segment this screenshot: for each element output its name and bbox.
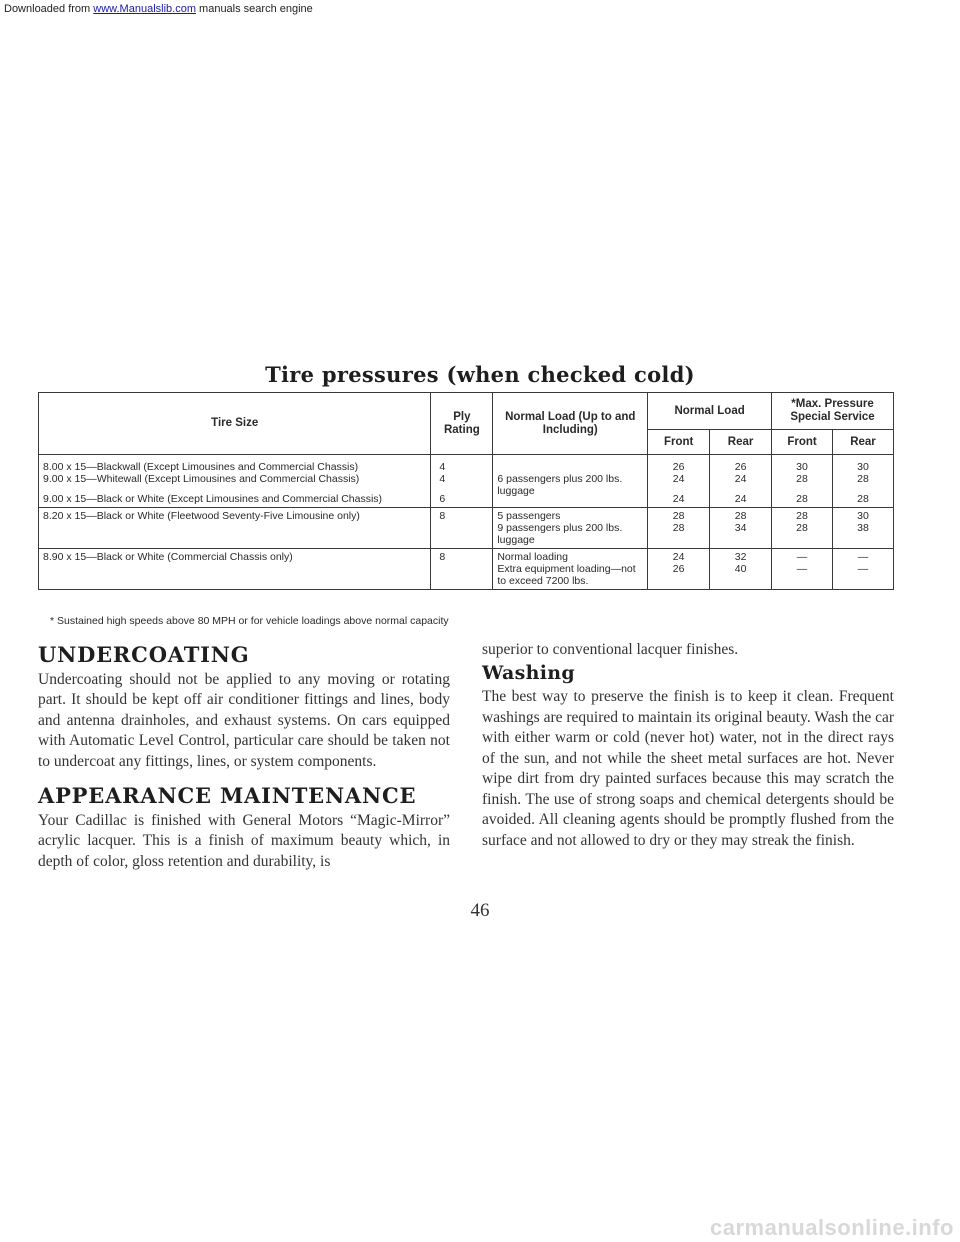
normal-front-cell [648,455,710,508]
load-cell [493,455,648,508]
pressure-value: 28 [857,493,869,505]
page-title: Tire pressures (when checked cold) [265,362,695,387]
load-description: 9 passengers plus 200 lbs. luggage [497,522,623,546]
pressure-value: 32 [734,551,747,563]
pressure-value: 30 [796,461,808,473]
pressure-value: 24 [672,493,685,505]
pressure-value: 28 [796,493,808,505]
pressure-value: 28 [796,522,808,534]
tire-size: 8.00 x 15—Blackwall (Except Limousines and Commercial Chassis) [43,461,359,473]
pressure-value: 40 [734,563,747,575]
watermark: carmanualsonline.info [710,1215,954,1240]
table-row-group-3 [39,549,894,590]
header-max-rear: Rear [833,430,894,455]
undercoating-heading: UNDERCOATING [38,642,250,667]
pressure-value: 24 [734,493,747,505]
pressure-value: 38 [857,522,869,534]
ply-cell [431,549,493,590]
ply-value: 8 [439,510,446,522]
tire-size: 9.00 x 15—Black or White (Except Limousines and Commercial Chassis) [43,493,383,505]
load-description: Normal loading [497,551,568,563]
pressure-value: — [796,551,808,563]
header-normal-load-desc: Normal Load (Up to and Including) [493,393,648,455]
pressure-value: — [857,551,869,563]
pressure-value: 28 [672,522,685,534]
pressure-value: — [857,563,869,575]
manualslib-link[interactable]: www.Manualslib.com [93,3,196,15]
pressure-value: 24 [672,551,685,563]
max-front-cell [772,549,833,590]
tire-size-cell [39,549,431,590]
max-rear-cell [833,455,894,508]
pressure-value: 30 [857,461,869,473]
tire-size-cell [39,508,431,549]
load-description: 5 passengers [497,510,561,522]
pressure-value: 26 [672,563,685,575]
pressure-value: 34 [734,522,747,534]
normal-front-cell [648,549,710,590]
max-rear-cell [833,549,894,590]
normal-rear-cell [710,455,772,508]
load-cell [493,549,648,590]
pressure-value: 24 [672,473,685,485]
pressure-value: 30 [857,510,869,522]
table-row-group-2 [39,508,894,549]
banner-prefix: Downloaded from [4,3,94,15]
undercoating-text: Undercoating should not be applied to any moving or rotating part. It should be kept off air conditioner fittings and lines, body and antenna drainholes, and exhaust systems. On cars equipped with Automatic Level Control, particular care should be taken not to undercoat any fittings, lines, or system components. [38,670,450,770]
download-banner [4,3,313,15]
washing-heading: Washing [482,661,575,684]
right-column [482,640,894,851]
load-cell [493,508,648,549]
banner-suffix: manuals search engine [195,3,313,15]
pressure-value: 28 [672,510,685,522]
pressure-value: 26 [734,461,747,473]
load-description: 6 passengers plus 200 lbs. luggage [497,473,623,497]
normal-rear-cell [710,508,772,549]
header-max-front: Front [772,430,833,455]
tire-size-cell [39,455,431,508]
ply-value: 4 [439,473,446,485]
tire-pressure-table [38,392,894,590]
header-tire-size: Tire Size [39,393,431,455]
normal-front-cell [648,508,710,549]
max-rear-cell [833,508,894,549]
header-max-pressure: *Max. Pressure Special Service [772,393,894,430]
tire-size: 9.00 x 15—Whitewall (Except Limousines and Commercial Chassis) [43,473,360,485]
ply-value: 8 [439,551,446,563]
pressure-value: 28 [857,473,869,485]
tire-size: 8.90 x 15—Black or White (Commercial Chassis only) [43,551,293,563]
appearance-continued-text: superior to conventional lacquer finishes. [482,641,739,658]
normal-rear-cell [710,549,772,590]
ply-cell [431,508,493,549]
ply-value: 4 [439,461,446,473]
header-ply-rating: Ply Rating [431,393,493,455]
max-front-cell [772,455,833,508]
washing-text: The best way to preserve the finish is to keep it clean. Frequent washings are required to maintain its original beauty. Wash the car with either warm or cold (never hot) water, not in the direct rays of the sun, and not while the sheet metal surfaces are hot. Never wipe dirt from dry painted surfaces because this may scratch the finish. The use of strong soaps and chemical detergents should be avoided. All cleaning agents should be promptly flushed from the surface and not allowed to dry or they may streak the finish. [482,688,894,849]
pressure-value: 28 [796,473,808,485]
ply-cell [431,455,493,508]
page-number: 46 [470,900,490,921]
ply-value: 6 [439,493,446,505]
pressure-value: 28 [796,510,808,522]
header-normal-rear: Rear [710,430,772,455]
pressure-value: 26 [672,461,685,473]
appearance-heading: APPEARANCE MAINTENANCE [38,783,417,808]
load-description: Extra equipment loading—not to exceed 7200 lbs. [497,563,636,587]
left-column [38,642,450,872]
header-normal-load: Normal Load [648,393,772,430]
pressure-value: 28 [734,510,747,522]
tire-size: 8.20 x 15—Black or White (Fleetwood Seventy-Five Limousine only) [43,510,360,522]
pressure-value: — [796,563,808,575]
max-front-cell [772,508,833,549]
appearance-text: Your Cadillac is finished with General Motors “Magic-Mirror” acrylic lacquer. This is a finish of maximum beauty which, in depth of color, gloss retention and durability, is [38,811,450,870]
table-row-group-1 [39,455,894,508]
table-footnote: * Sustained high speeds above 80 MPH or for vehicle loadings above normal capacity [50,615,449,627]
header-normal-front: Front [648,430,710,455]
pressure-value: 24 [734,473,747,485]
